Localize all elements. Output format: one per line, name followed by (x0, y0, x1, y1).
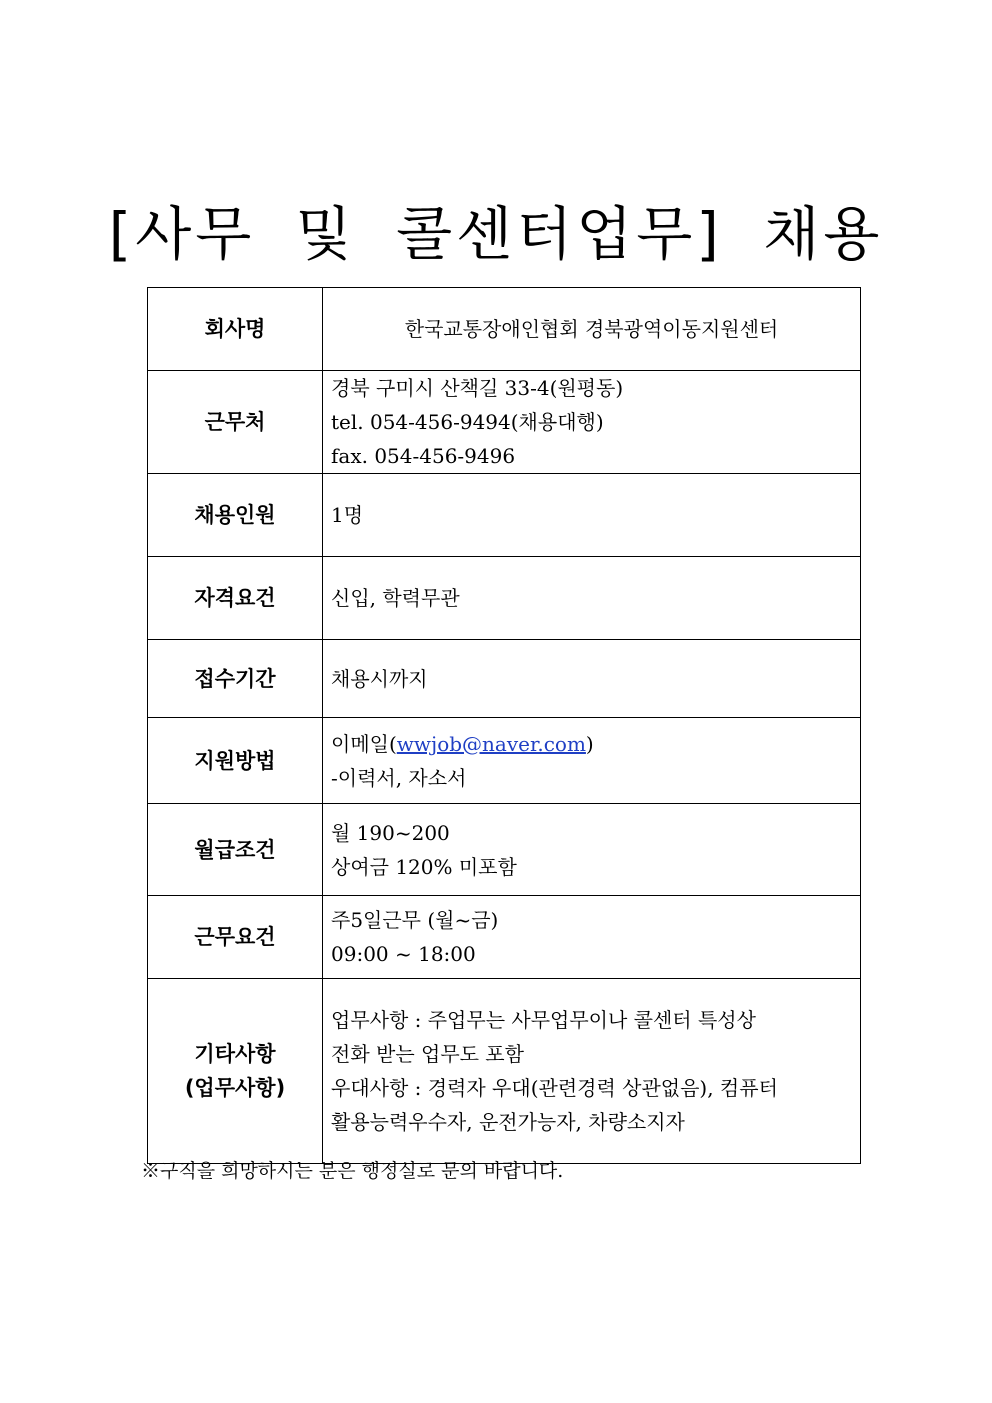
salary-line-1: 월 190~200 (331, 820, 450, 845)
etc-line-1: 업무사항 : 주업무는 사무업무이나 콜센터 특성상 (331, 1008, 756, 1032)
headcount-value: 1명 (323, 474, 861, 557)
salary-value (323, 804, 861, 896)
table-row-salary (148, 804, 861, 896)
apply-value (323, 718, 861, 804)
period-value: 채용시까지 (323, 640, 861, 718)
footnote: ※구직을 희망하시는 분은 행정실로 문의 바랍니다. (141, 1160, 564, 1182)
workplace-address: 경북 구미시 산책길 33-4(원평동) (331, 376, 624, 400)
etc-line-2: 전화 받는 업무도 포함 (331, 1042, 524, 1066)
table-row-company (148, 288, 861, 371)
etc-line-4: 활용능력우수자, 운전가능자, 차량소지자 (331, 1110, 685, 1134)
apply-label: 지원방법 (148, 718, 323, 804)
table-row-qualification (148, 557, 861, 640)
salary-line-2: 상여금 120% 미포함 (331, 854, 517, 879)
table-row-hours (148, 896, 861, 979)
hours-label: 근무요건 (148, 896, 323, 979)
etc-line-3: 우대사항 : 경력자 우대(관련경력 상관없음), 컴퓨터 (331, 1076, 778, 1100)
table-row-period (148, 640, 861, 718)
workplace-value (323, 371, 861, 474)
apply-email-prefix: 이메일( (331, 731, 397, 756)
apply-email-suffix: ) (585, 731, 594, 756)
salary-label: 월급조건 (148, 804, 323, 896)
headcount-label: 채용인원 (148, 474, 323, 557)
etc-label (148, 979, 323, 1164)
table-row-workplace (148, 371, 861, 474)
page-title: [사무 및 콜센터업무] 채용 (108, 199, 884, 268)
table-row-headcount (148, 474, 861, 557)
hours-line-2: 09:00 ~ 18:00 (331, 942, 476, 966)
etc-label-line-2: (업무사항) (184, 1076, 286, 1100)
period-label: 접수기간 (148, 640, 323, 718)
workplace-tel: tel. 054-456-9494(채용대행) (331, 410, 604, 434)
company-value: 한국교통장애인협회 경북광역이동지원센터 (323, 288, 861, 371)
hours-line-1: 주5일근무 (월~금) (331, 908, 499, 932)
table-row-etc (148, 979, 861, 1164)
job-info-table (147, 287, 861, 1164)
apply-email-line (331, 727, 852, 761)
table-row-apply (148, 718, 861, 804)
qualification-value: 신입, 학력무관 (323, 557, 861, 640)
apply-documents: -이력서, 자소서 (331, 765, 467, 790)
email-link[interactable]: wwjob@naver.com (396, 731, 586, 756)
workplace-label: 근무처 (148, 371, 323, 474)
etc-value (323, 979, 861, 1164)
qualification-label: 자격요건 (148, 557, 323, 640)
company-label: 회사명 (148, 288, 323, 371)
workplace-fax: fax. 054-456-9496 (331, 444, 516, 468)
etc-label-line-1: 기타사항 (194, 1042, 276, 1066)
hours-value (323, 896, 861, 979)
